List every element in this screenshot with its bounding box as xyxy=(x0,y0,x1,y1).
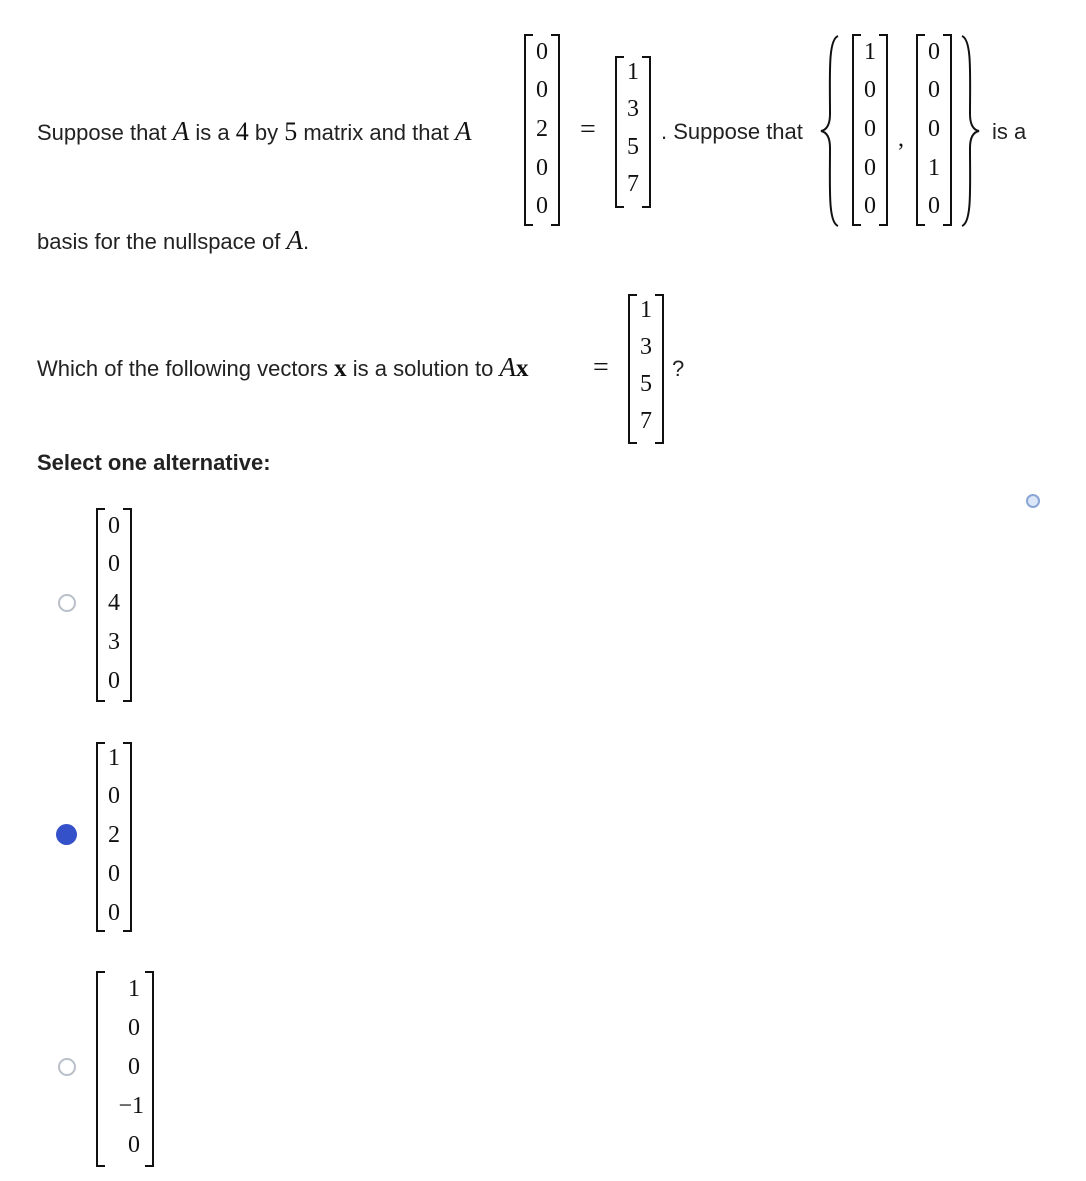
equals-sign: = xyxy=(580,114,596,145)
basis-vector-2-entry: 0 xyxy=(928,77,940,103)
option-3-entry: 0 xyxy=(128,1132,140,1158)
option-3-radio[interactable] xyxy=(58,1058,76,1076)
basis-vector-1-entry: 0 xyxy=(864,116,876,142)
option-3-entry: −1 xyxy=(118,1093,144,1119)
option-1-entry: 3 xyxy=(108,629,120,655)
right-brace xyxy=(958,34,982,228)
question-line-2 xyxy=(37,225,309,256)
basis-vector-2-entry: 1 xyxy=(928,155,940,181)
vector-b-entry: 1 xyxy=(627,59,639,85)
option-1-radio[interactable] xyxy=(58,594,76,612)
left-brace xyxy=(818,34,842,228)
vector-u-entry: 0 xyxy=(536,155,548,181)
vector-u xyxy=(524,34,560,226)
basis-vector-2 xyxy=(916,34,952,226)
refresh-icon xyxy=(1026,494,1040,508)
option-1-entry: 0 xyxy=(108,551,120,577)
vector-u-entry: 2 xyxy=(536,116,548,142)
text-basis-nullspace: basis for the nullspace of xyxy=(37,229,287,254)
option-3-entry: 1 xyxy=(128,976,140,1002)
vector-u-entry: 0 xyxy=(536,77,548,103)
math-A-4: A xyxy=(499,352,517,382)
vector-b-entry: 7 xyxy=(627,171,639,197)
prompt-vector-b xyxy=(628,294,664,444)
math-A-3: A xyxy=(286,225,303,255)
math-four: 4 xyxy=(235,117,249,146)
option-2-entry: 0 xyxy=(108,783,120,809)
option-1-vector[interactable] xyxy=(96,508,132,702)
prompt-equals: = xyxy=(593,352,609,383)
option-3-vector[interactable] xyxy=(96,971,154,1167)
vector-u-entry: 0 xyxy=(536,39,548,65)
math-A: A xyxy=(172,116,190,146)
option-2-entry: 1 xyxy=(108,745,120,771)
vector-b-entry: 3 xyxy=(627,96,639,122)
option-3-entry: 0 xyxy=(128,1054,140,1080)
option-2-entry: 2 xyxy=(108,822,120,848)
question-line-1 xyxy=(37,116,471,147)
basis-comma: , xyxy=(898,126,904,152)
option-2-entry: 0 xyxy=(108,900,120,926)
basis-vector-1-entry: 0 xyxy=(864,77,876,103)
math-x-bold: x xyxy=(334,355,347,382)
option-3-entry: 0 xyxy=(128,1015,140,1041)
prompt-line xyxy=(37,352,529,383)
option-2-radio[interactable] xyxy=(56,824,77,845)
vector-b-entry: 5 xyxy=(627,134,639,160)
prompt-vector-entry: 3 xyxy=(640,334,652,360)
text-suppose-that: Suppose that xyxy=(37,120,173,145)
text-is-a: is a xyxy=(189,120,236,145)
basis-vector-2-entry: 0 xyxy=(928,116,940,142)
math-x-bold-2: x xyxy=(516,355,529,382)
select-one-label: Select one alternative: xyxy=(37,450,271,475)
text-period: . xyxy=(302,229,310,254)
prompt-is-solution: is a solution to xyxy=(346,356,500,381)
math-A-2: A xyxy=(454,116,472,146)
text-is-a-tail: is a xyxy=(992,119,1027,144)
option-1-entry: 0 xyxy=(108,668,120,694)
option-1-entry: 4 xyxy=(108,590,120,616)
prompt-text: Which of the following vectors xyxy=(37,356,335,381)
basis-vector-1-entry: 0 xyxy=(864,155,876,181)
prompt-question-mark: ? xyxy=(672,356,685,381)
text-by: by xyxy=(248,120,285,145)
basis-vector-1-entry: 0 xyxy=(864,193,876,219)
basis-vector-1 xyxy=(852,34,888,226)
option-1-entry: 0 xyxy=(108,513,120,539)
option-2-entry: 0 xyxy=(108,861,120,887)
prompt-vector-entry: 7 xyxy=(640,408,652,434)
vector-u-entry: 0 xyxy=(536,193,548,219)
text-matrix-and-that: matrix and that xyxy=(297,120,455,145)
option-2-vector[interactable] xyxy=(96,742,132,932)
basis-vector-2-entry: 0 xyxy=(928,39,940,65)
prompt-vector-entry: 1 xyxy=(640,297,652,323)
math-five: 5 xyxy=(284,117,298,146)
vector-b xyxy=(615,56,651,208)
text-period-suppose-that: . Suppose that xyxy=(661,119,803,144)
basis-vector-2-entry: 0 xyxy=(928,193,940,219)
prompt-vector-entry: 5 xyxy=(640,371,652,397)
basis-vector-1-entry: 1 xyxy=(864,39,876,65)
